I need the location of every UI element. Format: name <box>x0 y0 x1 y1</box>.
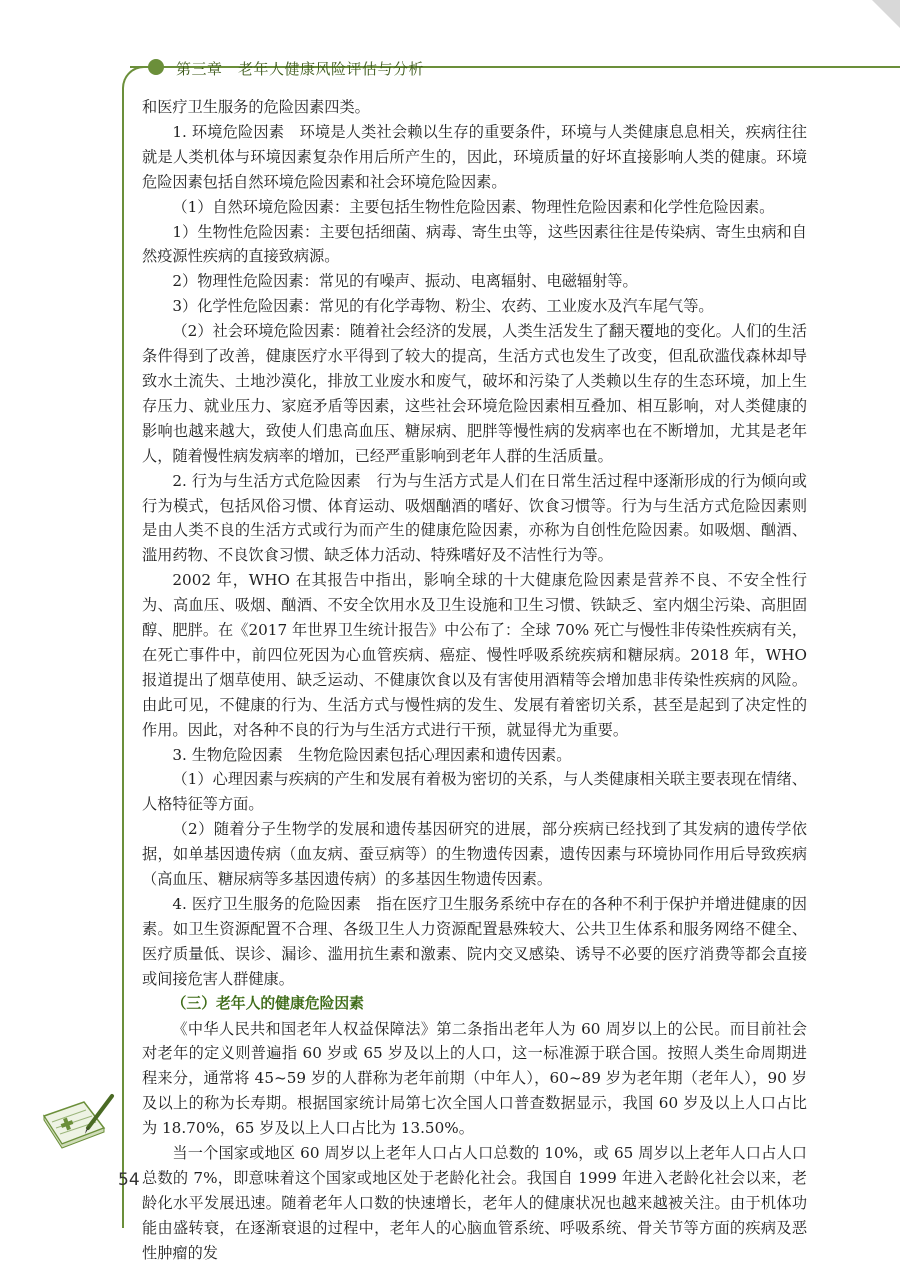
paragraph: 2002 年，WHO 在其报告中指出，影响全球的十大健康危险因素是营养不良、不安全性行为、高血压、吸烟、酗酒、不安全饮用水及卫生设施和卫生习惯、铁缺乏、室内烟尘污染、高胆固醇、肥胖。在《2017 年世界卫生统计报告》中公布了：全球 70% 死亡与慢性非传染性疾病有关，在死亡事件中，前四位死因为心血管疾病、癌症、慢性呼吸系统疾病和糖尿病。2018 年，WHO 报道提出了烟草使用、缺乏运动、不健康饮食以及有害使用酒精等会增加患非传染性疾病的风险。由此可见，不健康的行为、生活方式与慢性病的发生、发展有着密切关系，甚至是起到了决定性的作用。因此，对各种不良的行为与生活方式进行干预，就显得尤为重要。 <box>142 571 807 739</box>
paragraph: （2）社会环境危险因素：随着社会经济的发展，人类生活发生了翻天覆地的变化。人们的生活条件得到了改善，健康医疗水平得到了较大的提高，生活方式也发生了改变，但乱砍滥伐森林却导致水土流失、土地沙漠化，排放工业废水和废气，破坏和污染了人类赖以生存的生态环境，加上生存压力、就业压力、家庭矛盾等因素，这些社会环境危险因素相互叠加、相互影响，对人类健康的影响也越来越大，致使人们患高血压、糖尿病、肥胖等慢性病的发病率也在不断增加，尤其是老年人，随着慢性病发病率的增加，已经严重影响到老年人群的生活质量。 <box>142 322 807 465</box>
paragraph: （1）心理因素与疾病的产生和发展有着极为密切的关系，与人类健康相关联主要表现在情绪、人格特征等方面。 <box>142 770 807 814</box>
section-heading: （三）老年人的健康危险因素 <box>171 994 364 1012</box>
header-bullet <box>148 59 164 75</box>
body-text <box>142 95 807 1266</box>
paragraph: 2）物理性危险因素：常见的有噪声、振动、电离辐射、电磁辐射等。 <box>172 272 638 291</box>
chapter-title: 第三章 老年人健康风险评估与分析 <box>176 60 425 78</box>
paragraph: 当一个国家或地区 60 周岁以上老年人口占人口总数的 10%，或 65 周岁以上老年人口占人口总数的 7%，即意味着这个国家或地区处于老龄化社会。我国自 1999 年进入老龄化社会以来，老龄化水平发展迅速。随着老年人口数的快速增长，老年人的健康状况也越来越被关注。由于机体功能由盛转衰，在逐渐衰退的过程中，老年人的心脑血管系统、呼吸系统、骨关节等方面的疾病及恶性肿瘤的发 <box>142 1144 807 1262</box>
paragraph: 3. 生物危险因素 生物危险因素包括心理因素和遗传因素。 <box>172 745 572 764</box>
page-number: 54 <box>118 1170 140 1190</box>
paragraph: 4. 医疗卫生服务的危险因素 指在医疗卫生服务系统中存在的各种不利于保护并增进健康的因素。如卫生资源配置不合理、各级卫生人力资源配置悬殊较大、公共卫生体系和服务网络不健全、医疗质量低、误诊、漏诊、滥用抗生素和激素、院内交叉感染、诱导不必要的医疗消费等都会直接或间接危害人群健康。 <box>142 895 807 988</box>
paragraph: 2. 行为与生活方式危险因素 行为与生活方式是人们在日常生活过程中逐渐形成的行为倾向或行为模式，包括风俗习惯、体育运动、吸烟酗酒的嗜好、饮食习惯等。行为与生活方式危险因素则是由人类不良的生活方式或行为而产生的健康危险因素，亦称为自创性危险因素。如吸烟、酗酒、滥用药物、不良饮食习惯、缺乏体力活动、特殊嗜好及不洁性行为等。 <box>142 471 807 565</box>
corner-mark <box>872 0 900 28</box>
paragraph: 《中华人民共和国老年人权益保障法》第二条指出老年人为 60 周岁以上的公民。而目前社会对老年的定义则普遍指 60 岁或 65 岁及以上的人口，这一标准源于联合国。按照人类生命周期进程来分，通常将 45~59 岁的人群称为老年前期（中年人），60~89 岁为老年期（老年人），90 岁及以上的称为长寿期。根据国家统计局第七次全国人口普查数据显示，我国 60 岁及以上人口占比为 18.70%，65 岁及以上人口占比为 13.50%。 <box>142 1019 807 1138</box>
paragraph: 1. 环境危险因素 环境是人类社会赖以生存的重要条件，环境与人类健康息息相关，疾病往往就是人类机体与环境因素复杂作用后所产生的，因此，环境质量的好坏直接影响人类的健康。环境危险因素包括自然环境危险因素和社会环境危险因素。 <box>142 122 807 191</box>
paragraph: （1）自然环境危险因素：主要包括生物性危险因素、物理性危险因素和化学性危险因素。 <box>172 197 775 216</box>
paragraph: 3）化学性危险因素：常见的有化学毒物、粉尘、农药、工业废水及汽车尾气等。 <box>172 297 714 316</box>
paragraph: 1）生物性危险因素：主要包括细菌、病毒、寄生虫等，这些因素往往是传染病、寄生虫病和自然疫源性疾病的直接致病源。 <box>142 222 807 266</box>
paragraph: （2）随着分子生物学的发展和遗传基因研究的进展，部分疾病已经找到了其发病的遗传学依据，如单基因遗传病（血友病、蚕豆病等）的生物遗传因素，遗传因素与环境协同作用后导致疾病（高血压、糖尿病等多基因遗传病）的多基因生物遗传因素。 <box>142 820 807 889</box>
medical-notebook-pen-icon <box>38 1092 118 1156</box>
paragraph: 和医疗卫生服务的危险因素四类。 <box>142 98 370 116</box>
